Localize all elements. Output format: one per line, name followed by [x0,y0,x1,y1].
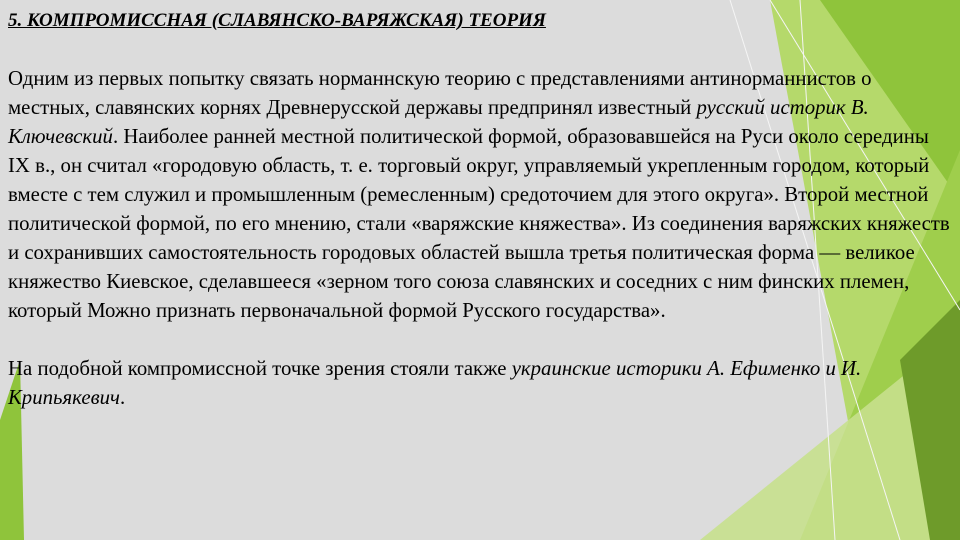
slide-body [8,64,953,412]
slide-title: 5. КОМПРОМИССНАЯ (СЛАВЯНСКО-ВАРЯЖСКАЯ) ТЕОРИЯ [8,10,546,31]
paragraph2-text-start: На подобной компромиссной точке зрения стояли также [8,357,512,380]
paragraph1-historian-emphasis: русский историк В. Ключевский [8,96,869,148]
paragraph2-historians-emphasis: украинские историки А. Ефименко и И. Крипьякевич [8,357,862,409]
paragraph1-text-start: Одним из первых попытку связать норманнскую теорию с представлениями антинорманнистов о местных, славянских корнях Древнерусской державы предпринял известный [8,67,872,119]
paragraph-ukrainian-historians [8,354,953,412]
paragraph2-text-end: . [119,386,126,409]
paragraph-klyuchevsky [8,64,953,325]
paragraph1-text-end: . Наиболее ранней местной политической формой, образовавшейся на Руси около середины IX в., он считал «городовую область, т. е. торговый округ, управляемый укрепленным городом, который вместе с тем служил и промышленным (ремесленным) средоточием для этого округа». Второй местной политической формой, по его мнению, стали «варяжские княжества». Из соединения варяжских княжеств и сохранивших самостоятельность городовых областей вышла третья политическая форма — великое княжество Киевское, сделавшееся «зерном того союза славянских и соседних с ним финских племен, который Можно признать первоначальной формой Русского государства». [8,125,950,322]
